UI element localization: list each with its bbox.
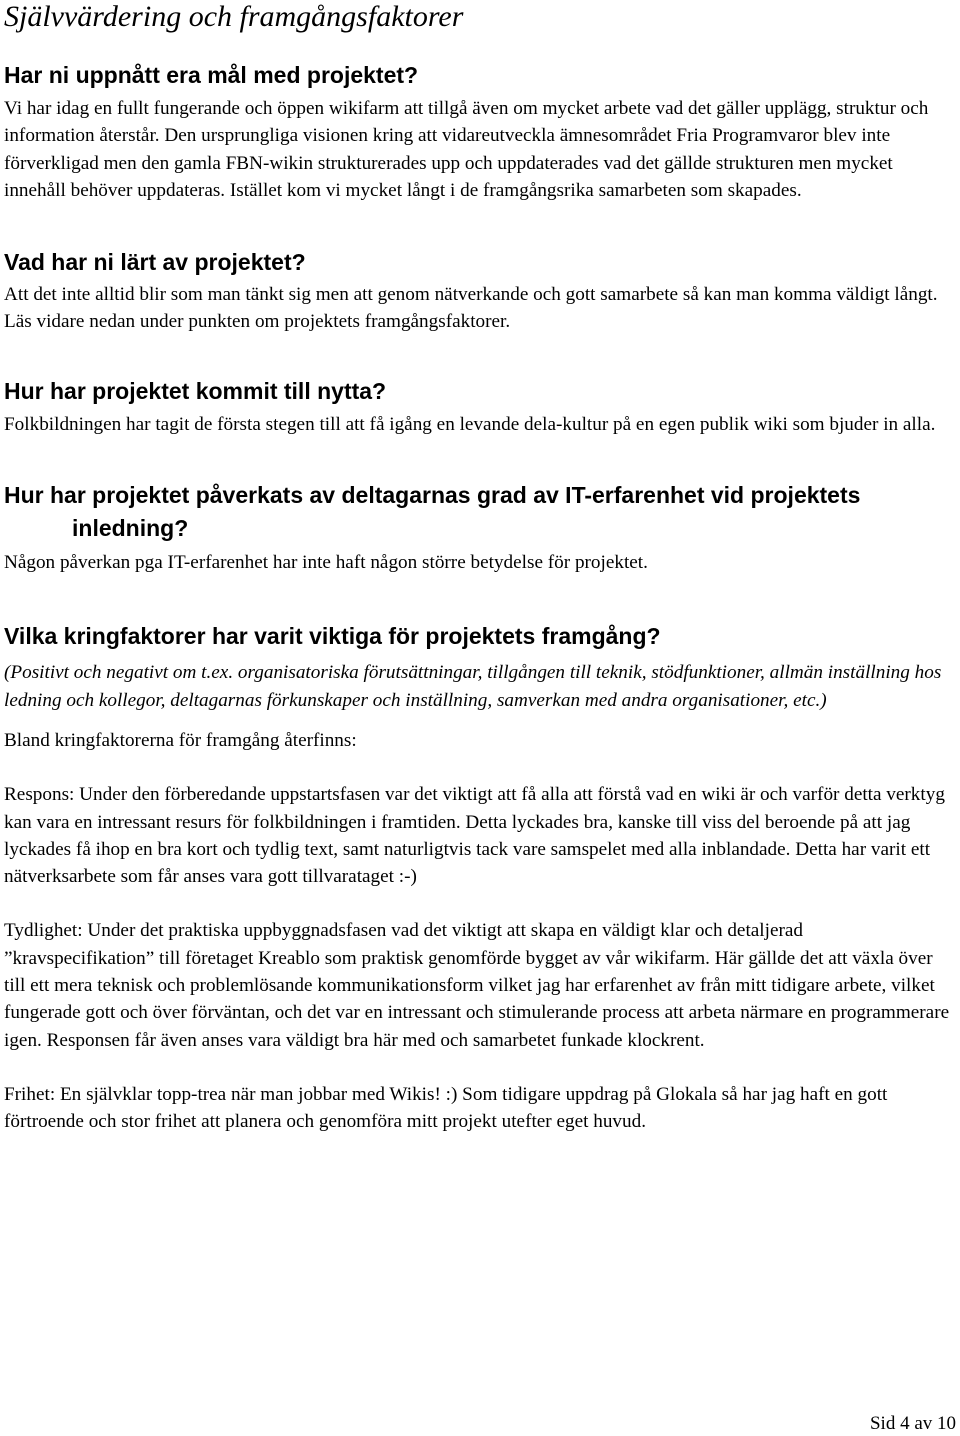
section-body-benefit: Folkbildningen har tagit de första stegen till att få igång en levande dela-kultur på en egen publik wiki som bjuder in alla. xyxy=(4,413,936,435)
page-number: Sid 4 av 10 xyxy=(869,1413,956,1434)
section-heading-goals: Har ni uppnått era mål med projektet? xyxy=(4,62,419,88)
section-heading-it-experience: Hur har projektet påverkats av deltagarnas grad av IT-erfarenhet vid projektets inledning? xyxy=(4,482,861,542)
factor-freedom: Frihet: En självklar topp-trea när man jobbar med Wikis! :) Som tidigare uppdrag på Glokala så har jag haft en gott förtroende och stor frihet att planera och genomföra mitt projekt utefter eget huvud. xyxy=(4,1083,888,1133)
section-body-goals: Vi har idag en fullt fungerande och öppen wikifarm att tillgå även om mycket arbete vad det gäller upplägg, struktur och information återstår. Den ursprungliga visionen kring att vidareutveckla ämnesområdet Fria Programvaror blev inte förverkligad men den gamla FBN-wikin strukturerades upp och uppdaterades vad det gällde strukturen men mycket innehåll behöver uppdateras. Istället kom vi mycket långt i de framgångsrika samarbeten som skapades. xyxy=(4,98,929,201)
factor-response: Respons: Under den förberedande uppstartsfasen var det viktigt att få alla att förstå vad en wiki är och varför detta verktyg kan vara en intressant resurs för folkbildningen i framtiden. Detta lyckades bra, kanske till viss del beroende på att jag lyckades få ihop en bra kort och tydlig text, samt naturligtvis tack vare samspelet med alla inblandade. Detta har varit ett nätverksarbete som får anses vara gott tillvarataget :-) xyxy=(4,784,945,888)
section-body-it-experience: Någon påverkan pga IT-erfarenhet har inte haft någon större betydelse för projektet. xyxy=(4,552,648,574)
section-heading-learned: Vad har ni lärt av projektet? xyxy=(4,249,306,276)
factor-clarity: Tydlighet: Under det praktiska uppbyggnadsfasen vad det viktigt att skapa en väldigt klar och detaljerad ”kravspecifikation” till företaget Kreablo som praktisk genomförde bygget av vår wikifarm. Här gällde det att växla över till ett mera teknisk och problemlösande kommunikationsform vilket jag har erfarenhet av från mitt tidigare arbete, vilket fungerade gott och över förväntan, och det var en intressant och stimulerande process att arbeta närmare en programmerare igen. Responsen får även anses vara väldigt bra här med och samarbetet funkade klockrent. xyxy=(4,920,950,1051)
section-heading-factors: Vilka kringfaktorer har varit viktiga för projektets framgång? xyxy=(4,623,661,650)
section-body-learned: Att det inte alltid blir som man tänkt sig men att genom nätverkande och gott samarbete så kan man komma väldigt långt. Läs vidare nedan under punkten om projektets framgångsfaktorer. xyxy=(4,284,938,333)
document-page xyxy=(4,0,956,1136)
section-heading-benefit: Hur har projektet kommit till nytta? xyxy=(4,377,387,404)
section-intro-factors: Bland kringfaktorerna för framgång återfinns: xyxy=(4,729,357,751)
section-note-factors: (Positivt och negativt om t.ex. organisatoriska förutsättningar, tillgången till teknik, stödfunktioner, allmän inställning hos ledning och kollegor, deltagarnas förkunskaper och inställning, samverkan med andra organisationer, etc.) xyxy=(4,662,942,711)
page-title: Självvärdering och framgångsfaktorer xyxy=(4,0,464,33)
